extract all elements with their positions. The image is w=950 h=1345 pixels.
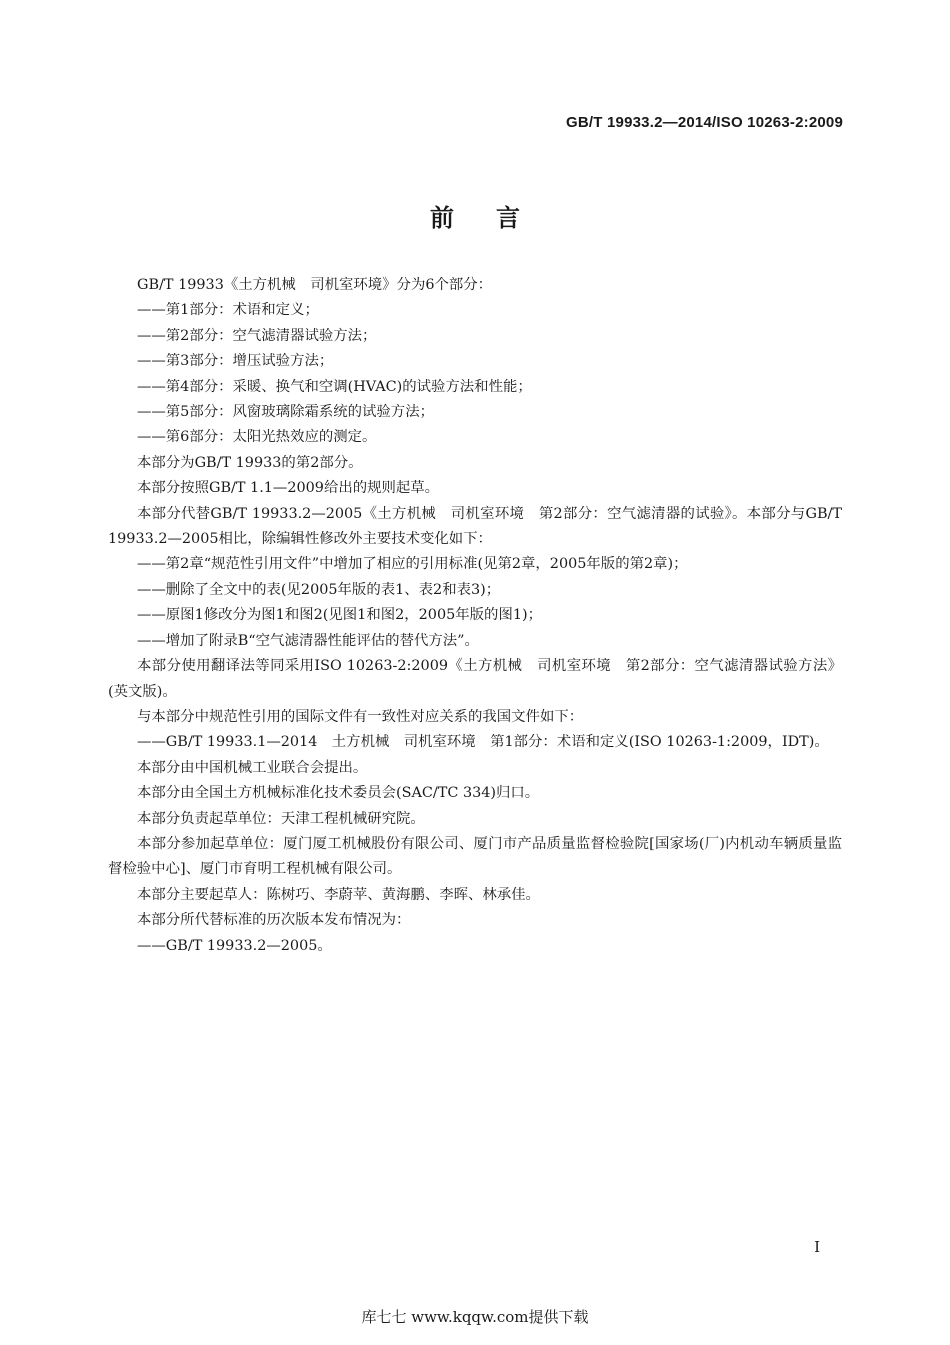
- history-paragraph: 本部分所代替标准的历次版本发布情况为：: [137, 912, 411, 929]
- download-footer: 库七七 www.kqqw.com提供下载: [361, 1308, 589, 1326]
- part-list-item: ——第4部分：采暖、换气和空调(HVAC)的试验方法和性能；: [137, 378, 532, 395]
- responsible-paragraph: 本部分负责起草单位：天津工程机械研究院。: [137, 810, 425, 827]
- part-list-item: ——第3部分：增压试验方法；: [137, 353, 334, 370]
- standard-number: GB/T 19933.2—2014/ISO 10263-2:2009: [566, 114, 843, 131]
- drafting-rules-paragraph: 本部分按照GB/T 1.1—2009给出的规则起草。: [137, 480, 440, 497]
- part-of-paragraph: 本部分为GB/T 19933的第2部分。: [137, 454, 363, 471]
- change-list-item: ——删除了全文中的表(见2005年版的表1、表2和表3)；: [137, 581, 501, 598]
- document-body: [108, 273, 842, 959]
- proposed-paragraph: 本部分由中国机械工业联合会提出。: [137, 759, 368, 776]
- change-list-item: ——第2章“规范性引用文件”中增加了相应的引用标准(见第2章，2005年版的第2章)；: [137, 556, 688, 573]
- page-title: 前言: [430, 204, 562, 232]
- change-list-item: ——原图1修改分为图1和图2(见图1和图2，2005年版的图1)；: [137, 607, 542, 624]
- page-number: I: [814, 1238, 820, 1256]
- part-list-item: ——第2部分：空气滤清器试验方法；: [137, 327, 377, 344]
- part-list-item: ——第5部分：风窗玻璃除霜系统的试验方法；: [137, 404, 434, 421]
- history-list-item: ——GB/T 19933.2—2005。: [137, 937, 332, 954]
- part-list-item: ——第6部分：太阳光热效应的测定。: [137, 429, 377, 446]
- participants-paragraph: 本部分参加起草单位：厦门厦工机械股份有限公司、厦门市产品质量监督检验院[国家场(厂)内机动车辆质量监督检验中心]、厦门市育明工程机械有限公司。: [108, 835, 842, 878]
- replaces-paragraph: 本部分代替GB/T 19933.2—2005《土方机械 司机室环境 第2部分：空气滤清器的试验》。本部分与GB/T 19933.2—2005相比，除编辑性修改外主要技术变化如下：: [108, 505, 842, 548]
- intro-paragraph: GB/T 19933《土方机械 司机室环境》分为6个部分：: [137, 277, 493, 293]
- translation-paragraph: 本部分使用翻译法等同采用ISO 10263-2:2009《土方机械 司机室环境 第2部分：空气滤清器试验方法》(英文版)。: [108, 658, 842, 700]
- correspondence-list-item: ——GB/T 19933.1—2014 土方机械 司机室环境 第1部分：术语和定义(ISO 10263-1:2009，IDT)。: [137, 734, 829, 751]
- part-list-item: ——第1部分：术语和定义；: [137, 302, 319, 319]
- drafters-paragraph: 本部分主要起草人：陈树巧、李蔚苹、黄海鹏、李晖、林承佳。: [137, 886, 540, 903]
- jurisdiction-paragraph: 本部分由全国土方机械标准化技术委员会(SAC/TC 334)归口。: [137, 785, 540, 802]
- change-list-item: ——增加了附录B“空气滤清器性能评估的替代方法”。: [137, 632, 479, 649]
- correspondence-paragraph: 与本部分中规范性引用的国际文件有一致性对应关系的我国文件如下：: [137, 708, 584, 725]
